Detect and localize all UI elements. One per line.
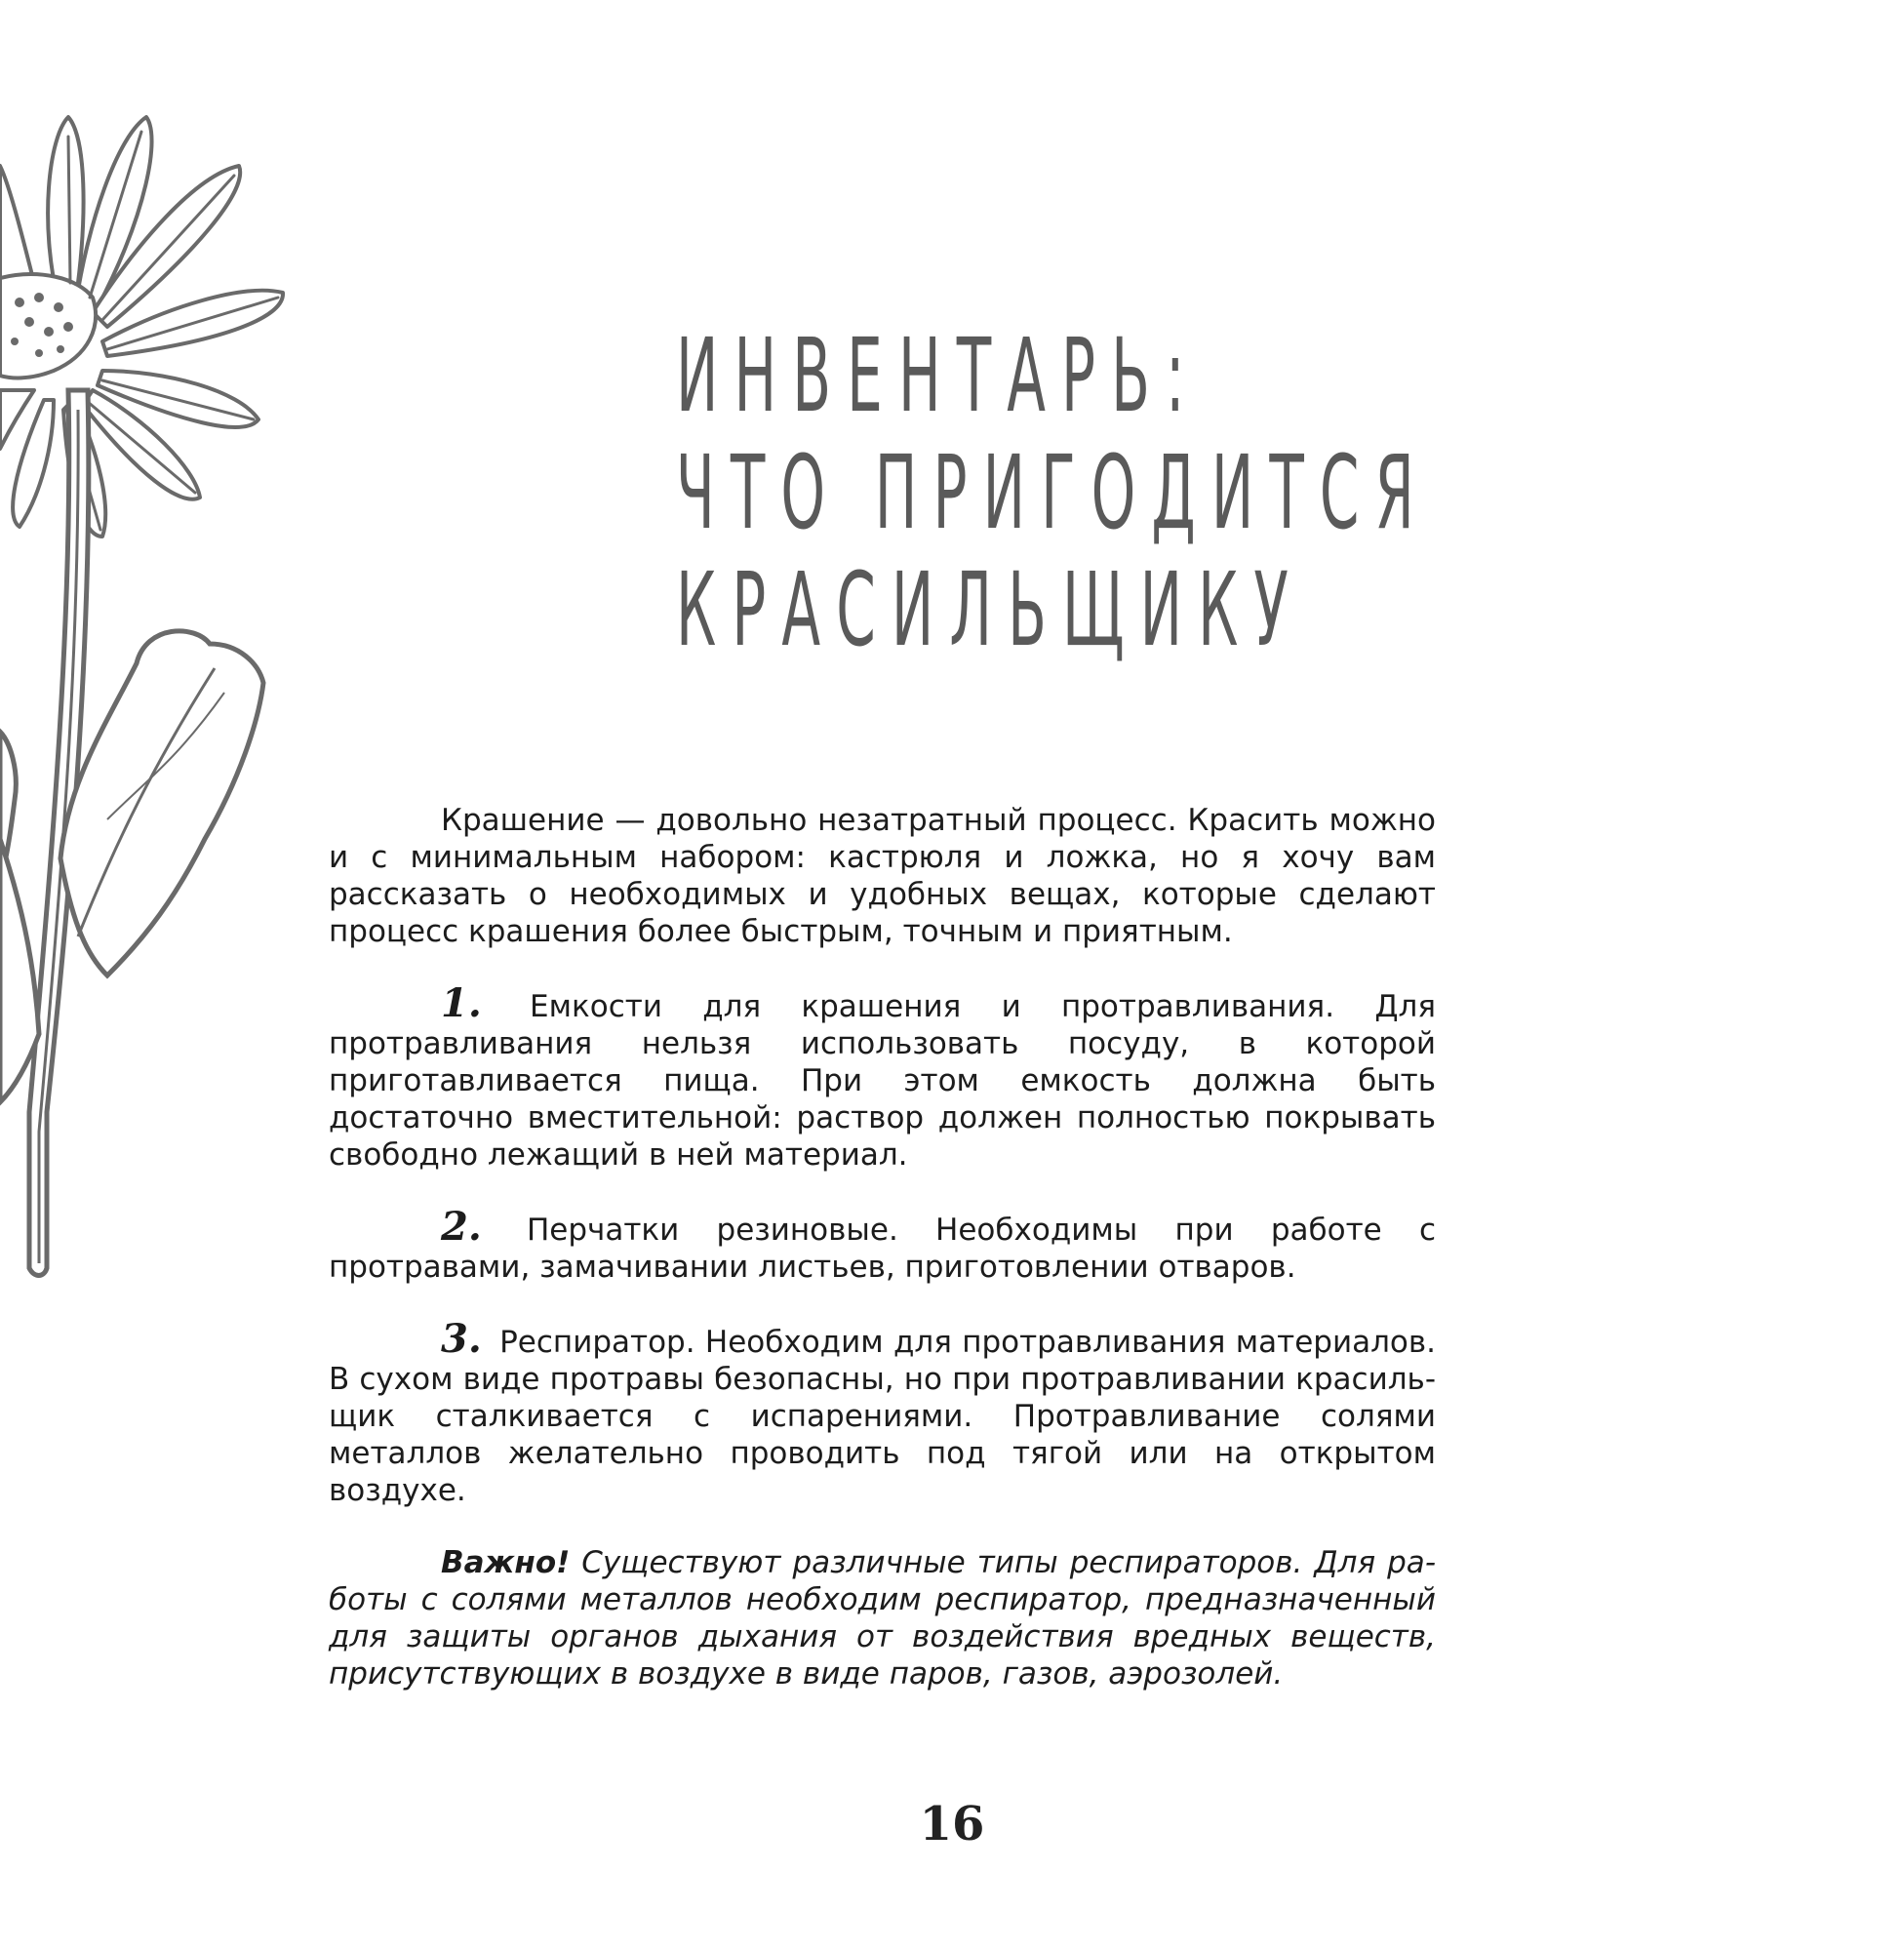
item-number: 1. xyxy=(441,980,482,1026)
list-item xyxy=(329,1204,1436,1286)
item-text: Перчатки резиновые. Необходимы при работе с протравами, замачивании листьев, приготовлении отваров. xyxy=(329,1213,1436,1285)
item-number: 3. xyxy=(441,1316,482,1362)
body-text xyxy=(329,802,1436,1728)
note-label: Важно! xyxy=(441,1545,571,1580)
item-number: 2. xyxy=(441,1204,482,1250)
list-item xyxy=(329,1316,1436,1509)
item-text: Респиратор. Необходим для протравливания материалов. В сухом виде протравы безопасны, но при протравливании красильщик сталкивается с испарениями. Протравливание солями металлов желательно проводить под тягой или на открытом воздухе. xyxy=(329,1325,1436,1508)
chamomile-flower-illustration-icon xyxy=(0,98,293,1288)
page-title xyxy=(546,316,1430,669)
title-line-3: КРАСИЛЬЩИКУ xyxy=(676,550,1304,669)
note-text: Существуют различные типы респираторов. Для работы с солями металлов необходим респиратор, предназначенный для защиты органов дыхания от воздействия вредных веществ, присутствующих в воздухе в виде паров, газов, аэрозолей. xyxy=(329,1545,1436,1692)
intro-paragraph: Крашение — довольно незатратный процесс. Красить можно и с минимальным набором: кастрюля и ложка, но я хочу вам рассказать о необходимых и удобных вещах, которые сделают процесс крашения более быстрым, точным и приятным. xyxy=(329,803,1436,949)
page-number: 16 xyxy=(919,1797,985,1851)
title-line-2: ЧТО ПРИГОДИТСЯ xyxy=(676,433,1430,552)
list-item xyxy=(329,980,1436,1174)
important-note xyxy=(329,1544,1436,1692)
title-line-1: ИНВЕНТАРЬ: xyxy=(676,316,1201,435)
item-text: Емкости для крашения и протравливания. Для протравливания нельзя использовать посуду, в которой приготавливается пища. При этом емкость должна быть достаточно вместительной: раствор должен полностью покрывать свободно лежащий в ней материал. xyxy=(329,989,1436,1173)
